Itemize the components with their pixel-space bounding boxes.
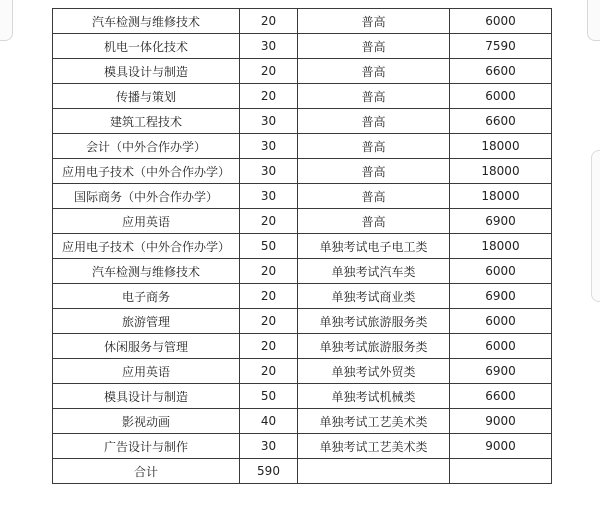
count-cell: 20 xyxy=(240,9,298,34)
fee-cell: 6000 xyxy=(450,84,552,109)
major-cell: 电子商务 xyxy=(53,284,240,309)
count-cell: 40 xyxy=(240,409,298,434)
total-type-cell xyxy=(298,459,450,484)
table-row xyxy=(53,59,552,84)
enrollment-table-body xyxy=(53,9,552,484)
fee-cell: 6900 xyxy=(450,359,552,384)
count-cell: 20 xyxy=(240,309,298,334)
count-cell: 20 xyxy=(240,59,298,84)
table-row xyxy=(53,159,552,184)
table-row xyxy=(53,259,552,284)
fee-cell: 6600 xyxy=(450,59,552,84)
major-cell: 汽车检测与维修技术 xyxy=(53,9,240,34)
type-cell: 普高 xyxy=(298,209,450,234)
type-cell: 普高 xyxy=(298,184,450,209)
type-cell: 单独考试旅游服务类 xyxy=(298,309,450,334)
table-row xyxy=(53,234,552,259)
count-cell: 30 xyxy=(240,184,298,209)
type-cell: 单独考试旅游服务类 xyxy=(298,334,450,359)
count-cell: 20 xyxy=(240,334,298,359)
major-cell: 国际商务（中外合作办学） xyxy=(53,184,240,209)
fee-cell: 6000 xyxy=(450,334,552,359)
fee-cell: 6900 xyxy=(450,284,552,309)
type-cell: 单独考试机械类 xyxy=(298,384,450,409)
type-cell: 普高 xyxy=(298,9,450,34)
major-cell: 汽车检测与维修技术 xyxy=(53,259,240,284)
type-cell: 单独考试工艺美术类 xyxy=(298,409,450,434)
type-cell: 普高 xyxy=(298,84,450,109)
count-cell: 20 xyxy=(240,259,298,284)
major-cell: 机电一体化技术 xyxy=(53,34,240,59)
major-cell: 建筑工程技术 xyxy=(53,109,240,134)
fee-cell: 6000 xyxy=(450,9,552,34)
major-cell: 应用英语 xyxy=(53,359,240,384)
major-cell: 广告设计与制作 xyxy=(53,434,240,459)
adjacent-page-edge-right xyxy=(587,0,600,41)
major-cell: 旅游管理 xyxy=(53,309,240,334)
count-cell: 30 xyxy=(240,34,298,59)
fee-cell: 7590 xyxy=(450,34,552,59)
type-cell: 单独考试商业类 xyxy=(298,284,450,309)
major-cell: 模具设计与制造 xyxy=(53,59,240,84)
table-row xyxy=(53,359,552,384)
fee-cell: 6600 xyxy=(450,109,552,134)
table-row xyxy=(53,84,552,109)
major-cell: 应用电子技术（中外合作办学） xyxy=(53,159,240,184)
table-row xyxy=(53,209,552,234)
fee-cell: 18000 xyxy=(450,184,552,209)
type-cell: 单独考试外贸类 xyxy=(298,359,450,384)
total-count-cell: 590 xyxy=(240,459,298,484)
major-cell: 会计（中外合作办学） xyxy=(53,134,240,159)
table-row xyxy=(53,409,552,434)
major-cell: 影视动画 xyxy=(53,409,240,434)
table-row xyxy=(53,284,552,309)
fee-cell: 6600 xyxy=(450,384,552,409)
table-row xyxy=(53,134,552,159)
type-cell: 普高 xyxy=(298,134,450,159)
count-cell: 30 xyxy=(240,159,298,184)
count-cell: 50 xyxy=(240,384,298,409)
fee-cell: 9000 xyxy=(450,409,552,434)
count-cell: 30 xyxy=(240,109,298,134)
type-cell: 普高 xyxy=(298,109,450,134)
fee-cell: 18000 xyxy=(450,159,552,184)
major-cell: 应用电子技术（中外合作办学） xyxy=(53,234,240,259)
major-cell: 模具设计与制造 xyxy=(53,384,240,409)
major-cell: 休闲服务与管理 xyxy=(53,334,240,359)
fee-cell: 9000 xyxy=(450,434,552,459)
type-cell: 普高 xyxy=(298,34,450,59)
table-row xyxy=(53,434,552,459)
fee-cell: 18000 xyxy=(450,134,552,159)
total-label-cell: 合计 xyxy=(53,459,240,484)
fee-cell: 18000 xyxy=(450,234,552,259)
count-cell: 50 xyxy=(240,234,298,259)
adjacent-page-edge-left xyxy=(0,0,13,41)
table-row xyxy=(53,9,552,34)
count-cell: 20 xyxy=(240,209,298,234)
table-row xyxy=(53,309,552,334)
count-cell: 20 xyxy=(240,284,298,309)
type-cell: 普高 xyxy=(298,159,450,184)
count-cell: 30 xyxy=(240,134,298,159)
total-fee-cell xyxy=(450,459,552,484)
major-cell: 传播与策划 xyxy=(53,84,240,109)
total-row xyxy=(53,459,552,484)
table-row xyxy=(53,34,552,59)
adjacent-page-edge-right-mid xyxy=(591,150,600,302)
fee-cell: 6000 xyxy=(450,259,552,284)
type-cell: 单独考试电子电工类 xyxy=(298,234,450,259)
type-cell: 普高 xyxy=(298,59,450,84)
table-row xyxy=(53,384,552,409)
major-cell: 应用英语 xyxy=(53,209,240,234)
table-row xyxy=(53,184,552,209)
type-cell: 单独考试汽车类 xyxy=(298,259,450,284)
table-row xyxy=(53,334,552,359)
enrollment-table xyxy=(52,8,552,484)
type-cell: 单独考试工艺美术类 xyxy=(298,434,450,459)
count-cell: 30 xyxy=(240,434,298,459)
fee-cell: 6000 xyxy=(450,309,552,334)
table-row xyxy=(53,109,552,134)
count-cell: 20 xyxy=(240,359,298,384)
fee-cell: 6900 xyxy=(450,209,552,234)
count-cell: 20 xyxy=(240,84,298,109)
